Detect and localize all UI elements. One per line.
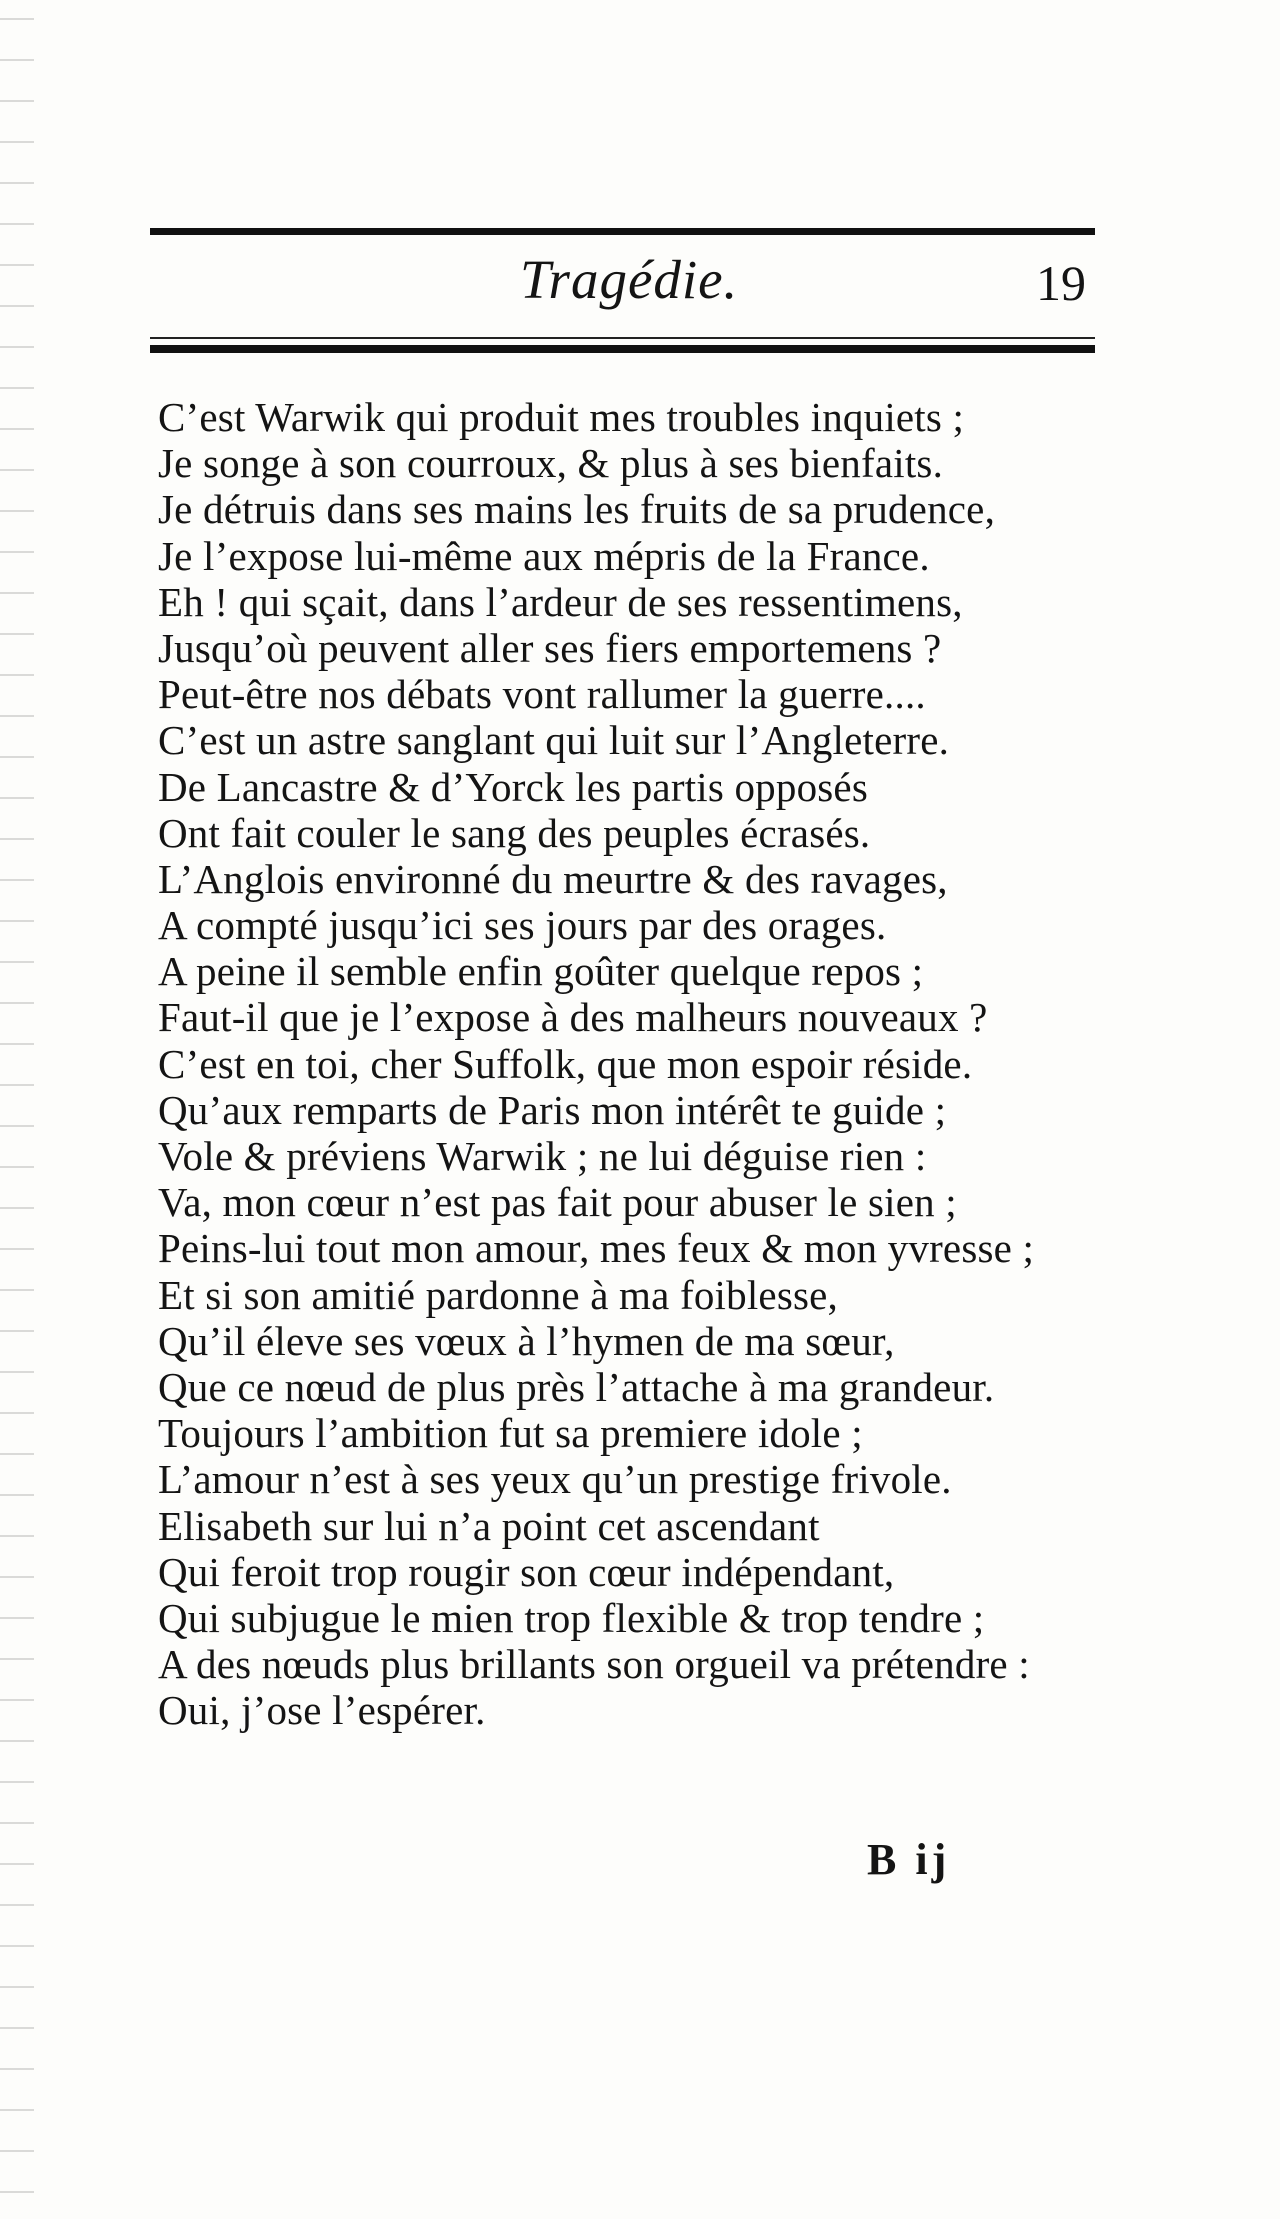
verse-line: C’est Warwik qui produit mes troubles inquiets ; xyxy=(158,394,965,440)
verse-line: Va, mon cœur n’est pas fait pour abuser le sien ; xyxy=(158,1179,957,1226)
running-head: Tragédie. xyxy=(520,249,739,310)
verse-line: Toujours l’ambition fut sa premiere idole ; xyxy=(158,1410,863,1457)
verse-line: C’est en toi, cher Suffolk, que mon espoir réside. xyxy=(158,1040,973,1087)
verse-line: L’Anglois environné du meurtre & des ravages, xyxy=(158,855,948,902)
page-number: 19 xyxy=(1036,255,1086,311)
verse-line: Peins-lui tout mon amour, mes feux & mon yvresse ; xyxy=(158,1225,1035,1272)
verse-line: Faut-il que je l’expose à des malheurs nouveaux ? xyxy=(158,994,988,1041)
verse-line: A peine il semble enfin goûter quelque repos ; xyxy=(158,948,924,995)
signature-mark: B ij xyxy=(867,1835,951,1884)
verse-line: De Lancastre & d’Yorck les partis opposés xyxy=(158,763,868,810)
header-thin-rule xyxy=(150,337,1095,339)
top-rule xyxy=(150,228,1095,235)
verse-line: Je songe à son courroux, & plus à ses bienfaits. xyxy=(158,440,944,487)
verse-line: C’est un astre sanglant qui luit sur l’Angleterre. xyxy=(158,717,950,764)
verse-line: Qu’aux remparts de Paris mon intérêt te guide ; xyxy=(158,1086,947,1133)
verse-line: A compté jusqu’ici ses jours par des orages. xyxy=(158,902,887,949)
verse-line: Qu’il éleve ses vœux à l’hymen de ma sœur, xyxy=(158,1317,895,1364)
header-bottom-rule xyxy=(150,345,1095,353)
verse-line: Jusqu’où peuvent aller ses fiers emportemens ? xyxy=(158,624,942,671)
verse-line: Et si son amitié pardonne à ma foiblesse, xyxy=(158,1271,838,1318)
verse-line: Qui subjugue le mien trop flexible & trop tendre ; xyxy=(158,1594,985,1641)
verse-line: Oui, j’ose l’espérer. xyxy=(158,1687,486,1734)
verse-line: Vole & préviens Warwik ; ne lui déguise rien : xyxy=(158,1133,927,1179)
verse-line: Eh ! qui sçait, dans l’ardeur de ses ressentimens, xyxy=(158,578,963,625)
verse-line: Peut-être nos débats vont rallumer la guerre.... xyxy=(158,671,926,718)
verse-block xyxy=(158,394,1098,1733)
verse-line: Ont fait couler le sang des peuples écrasés. xyxy=(158,809,871,856)
page-gutter-specks xyxy=(0,0,34,2219)
verse-line: A des nœuds plus brillants son orgueil va prétendre : xyxy=(158,1641,1030,1688)
verse-line: L’amour n’est à ses yeux qu’un prestige frivole. xyxy=(158,1456,952,1503)
verse-line: Que ce nœud de plus près l’attache à ma grandeur. xyxy=(158,1363,995,1410)
verse-line: Je l’expose lui-même aux mépris de la France. xyxy=(158,532,930,579)
verse-line: Qui feroit trop rougir son cœur indépendant, xyxy=(158,1548,895,1595)
verse-line: Elisabeth sur lui n’a point cet ascendant xyxy=(158,1502,820,1549)
verse-line: Je détruis dans ses mains les fruits de sa prudence, xyxy=(158,486,996,533)
